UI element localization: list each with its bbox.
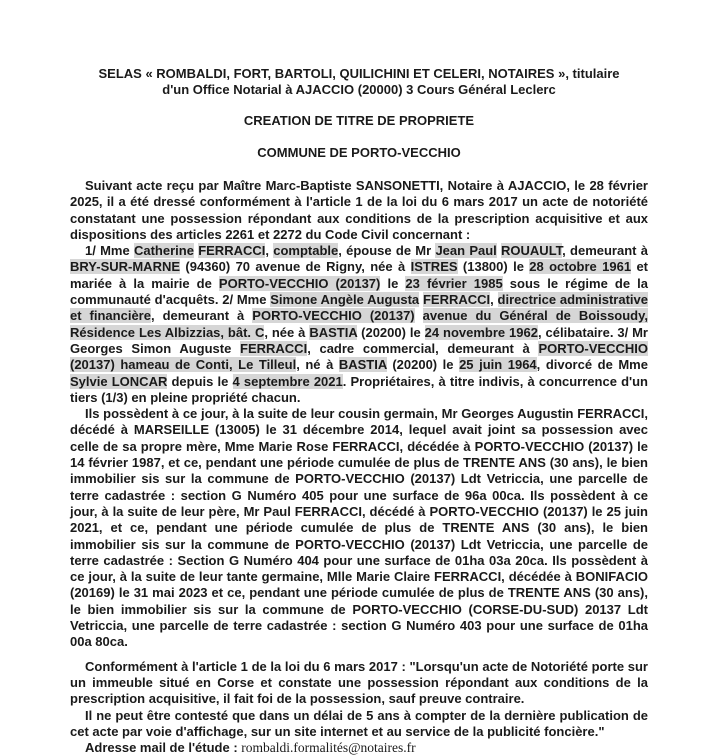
email-label: Adresse mail de l'étude :: [85, 740, 242, 756]
redacted-field: 24 novembre 1962: [424, 324, 538, 340]
owners-text: . Propriétaires, à titre indivis, à concurrence d'un tiers (1/3) en pleine propriété chacun.: [70, 373, 648, 405]
commune-title: COMMUNE DE PORTO-VECCHIO: [257, 145, 461, 160]
owners-text: (94360) 70 avenue de Rigny, née à: [180, 259, 411, 275]
possession-paragraph: Ils possèdent à ce jour, à la suite de leur cousin germain, Mr Georges Augustin FERRACCI, décédé à MARSEILLE (13005) le 31 décembre 2014, lequel avait joint sa possession avec celle de sa propre mère, Mme Marie Rose FERRACCI, décédée à PORTO-VECCHIO (20137) le 14 février 1987, et ce, pendant une période cumulée de plus de TRENTE ANS (30 ans), le bien immobilier sis sur la commune de PORTO-VECCHIO (20137) Ldt Vetriccia, une parcelle de terre cadastrée : section G Numéro 405 pour une surface de 96a 00ca. Ils possèdent à ce jour, à la suite de leur père, Mr Paul FERRACCI, décédé à PORTO-VECCHIO (20137) le 25 juin 2021, et ce, pendant une période cumulée de plus de TRENTE ANS (30 ans), le bien immobilier sis sur la commune de PORTO-VECCHIO (20137) Ldt Vetriccia, une parcelle de terre cadastrée : Section G Numéro 404 pour une surface de 01ha 03a 20ca. Ils possèdent à ce jour, à la suite de leur tante germaine, Mlle Marie Claire FERRACCI, décédée à BONIFACIO (20169) le 31 mai 2023 et ce, pendant une période cumulée de plus de TRENTE ANS (30 ans), le bien immobilier sis sur la commune de PORTO-VECCHIO (CORSE-DU-SUD) 20137 Ldt Vetriccia, une parcelle de terre cadastrée : section G Numéro 403 pour une surface de 01ha 00a 80ca.: [70, 406, 648, 650]
intro-paragraph: Suivant acte reçu par Maître Marc-Baptiste SANSONETTI, Notaire à AJACCIO, le 28 février 2025, il a été dressé conformément à l'article 1 de la loi du 6 mars 2017 un acte de notoriété constatant une possession répondant aux conditions de la prescription acquisitive et aux dispositions des articles 2261 et 2272 du Code Civil concernant :: [70, 178, 648, 242]
owners-paragraph: [70, 243, 648, 406]
redacted-field: PORTO-VECCHIO (20137): [218, 275, 381, 291]
redacted-field: 28 octobre 1961: [529, 259, 632, 275]
redacted-field: PORTO-VECCHIO (20137): [252, 308, 415, 324]
owners-text: le: [380, 275, 406, 291]
redacted-field: comptable: [273, 243, 339, 259]
owners-text: , célibataire. 3/ Mr Georges Simon Auguste: [70, 324, 648, 356]
redacted-field: FERRACCI: [422, 292, 491, 308]
owners-text: ,: [265, 243, 274, 259]
owners-text: , divorcé de Mme: [536, 357, 648, 373]
redacted-field: BRY-SUR-MARNE: [70, 259, 181, 275]
owners-text: sous le régime de la communauté d'acquêts. 2/ Mme: [70, 275, 648, 308]
redacted-field: FERRACCI: [198, 243, 266, 259]
redacted-field: 25 juin 1964: [459, 357, 537, 373]
owners-text: depuis le: [167, 373, 233, 389]
owners-text: [415, 308, 423, 323]
redacted-field: avenue du Général de Boissoudy, Résidence Les Albizzias, bât. C: [70, 308, 648, 340]
owners-text: ,: [490, 292, 498, 308]
owners-text: , né à: [296, 357, 339, 373]
redacted-field: 4 septembre 2021: [232, 373, 343, 389]
owners-text: , née à: [264, 324, 310, 340]
redacted-field: ROUAULT: [501, 243, 563, 259]
email-address[interactable]: rombaldi.formalités@notaires.fr: [241, 740, 416, 756]
notary-header: [70, 66, 648, 97]
redacted-field: BASTIA: [309, 324, 358, 340]
law-paragraph: Conformément à l'article 1 de la loi du 6 mars 2017 : "Lorsqu'un acte de Notoriété porte sur un immeuble situé en Corse et constate une possession répondant aux conditions de la prescription acquisitive, il fait foi de la possession, sauf preuve contraire.: [70, 658, 648, 707]
owners-text: (20200) le: [357, 324, 425, 340]
redacted-field: Jean Paul: [435, 243, 497, 259]
redacted-field: ISTRES: [410, 259, 458, 275]
redacted-field: 23 février 1985: [405, 275, 503, 291]
notice-body: [70, 178, 648, 756]
document-title: CREATION DE TITRE DE PROPRIETE: [243, 113, 475, 128]
owners-text: (20200) le: [386, 357, 460, 373]
redacted-field: Simone Angèle Augusta: [270, 292, 420, 308]
owners-text: , cadre commercial, demeurant à: [307, 340, 539, 356]
contact-paragraph: [70, 740, 648, 756]
contest-paragraph: Il ne peut être contesté que dans un délai de 5 ans à compter de la dernière publication de cet acte par voie d'affichage, sur un site internet et au service de la publicité foncière.": [70, 707, 648, 739]
header-line-2: d'un Office Notarial à AJACCIO (20000) 3 Cours Général Leclerc: [162, 81, 556, 97]
redacted-field: Sylvie LONCAR: [70, 373, 168, 389]
header-line-1: SELAS « ROMBALDI, FORT, BARTOLI, QUILICHINI ET CELERI, NOTAIRES », titulaire: [98, 66, 620, 81]
owners-text: , demeurant à: [562, 243, 648, 259]
redacted-field: Catherine: [133, 243, 194, 259]
owners-text: , épouse de Mr: [338, 243, 436, 259]
owners-text: , demeurant à: [150, 308, 253, 324]
redacted-field: FERRACCI: [240, 340, 308, 356]
owners-text: 1/ Mme: [85, 243, 134, 259]
owners-text: (13800) le: [457, 259, 530, 275]
owners-text: et mariée à la mairie de: [70, 259, 649, 291]
redacted-field: directrice administrative et financière: [70, 292, 648, 324]
redacted-field: PORTO-VECCHIO (20137) hameau de Conti, Le Tilleul: [70, 340, 648, 373]
redacted-field: BASTIA: [338, 357, 387, 373]
